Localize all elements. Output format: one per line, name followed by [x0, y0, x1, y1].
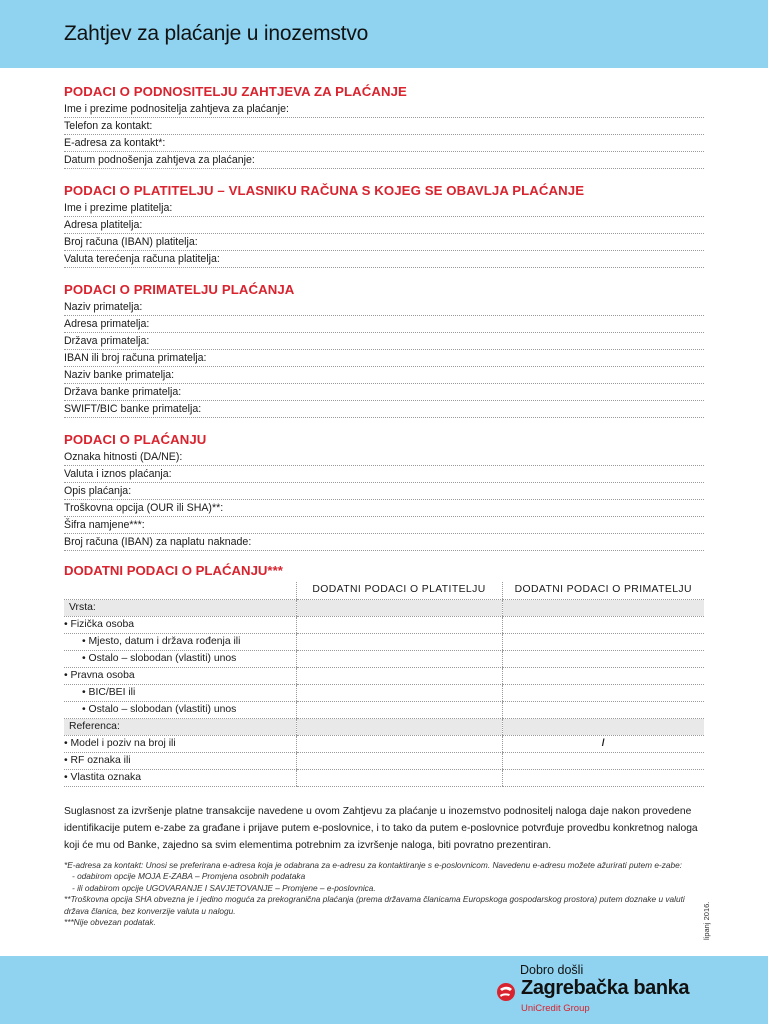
table-header-label [64, 582, 296, 599]
field-payee-bank-name[interactable]: Naziv banke primatelja: [64, 367, 704, 384]
footnote-email-option-1: - odabirom opcije MOJA E-ZABA – Promjena osobnih podataka [72, 871, 306, 882]
table-row [64, 718, 704, 735]
payee-cell[interactable] [502, 701, 704, 718]
field-applicant-phone[interactable]: Telefon za kontakt: [64, 118, 704, 135]
payee-cell [502, 599, 704, 616]
payer-cell[interactable] [296, 735, 502, 752]
payee-cell[interactable] [502, 650, 704, 667]
table-row [64, 701, 704, 718]
field-payee-iban[interactable]: IBAN ili broj računa primatelja: [64, 350, 704, 367]
row-label: • Mjesto, datum i država rođenja ili [64, 633, 296, 650]
table-header-row [64, 582, 704, 599]
row-label: • Fizička osoba [64, 616, 296, 633]
row-label: • Model i poziv na broj ili [64, 735, 296, 752]
payee-cell[interactable] [502, 633, 704, 650]
section-heading-payee: PODACI O PRIMATELJU PLAĆANJA [64, 282, 295, 297]
field-applicant-date[interactable]: Datum podnošenja zahtjeva za plaćanje: [64, 152, 704, 169]
footnote-optional: ***Nije obvezan podatak. [64, 917, 156, 928]
bank-logo-icon [496, 982, 516, 1002]
field-currency-amount[interactable]: Valuta i iznos plaćanja: [64, 466, 704, 483]
row-label: • Ostalo – slobodan (vlastiti) unos [64, 650, 296, 667]
table-row [64, 684, 704, 701]
row-label: • Ostalo – slobodan (vlastiti) unos [64, 701, 296, 718]
payee-cell [502, 718, 704, 735]
section-heading-payment: PODACI O PLAĆANJU [64, 432, 207, 447]
payee-cell[interactable] [502, 769, 704, 786]
footnote-email-option-2: - ili odabirom opcije UGOVARANJE I SAVJETOVANJE – Promjene – e-poslovnica. [72, 882, 376, 893]
row-label: Vrsta: [64, 599, 296, 616]
row-label: • RF oznaka ili [64, 752, 296, 769]
payer-cell[interactable] [296, 684, 502, 701]
row-label: • BIC/BEI ili [64, 684, 296, 701]
payer-cell[interactable] [296, 769, 502, 786]
table-row [64, 616, 704, 633]
additional-table-body [64, 599, 704, 786]
applicant-fields [64, 101, 704, 169]
form-date: lipanj 2016. [702, 901, 711, 940]
field-payee-name[interactable]: Naziv primatelja: [64, 299, 704, 316]
section-heading-additional: DODATNI PODACI O PLAĆANJU*** [64, 563, 283, 578]
field-payer-name[interactable]: Ime i prezime platitelja: [64, 200, 704, 217]
table-row [64, 769, 704, 786]
page-title: Zahtjev za plaćanje u inozemstvo [64, 22, 369, 45]
table-row [64, 752, 704, 769]
payee-cell[interactable]: / [502, 735, 704, 752]
row-label: • Pravna osoba [64, 667, 296, 684]
section-heading-applicant: PODACI O PODNOSITELJU ZAHTJEVA ZA PLAĆANJE [64, 84, 407, 99]
field-payee-address[interactable]: Adresa primatelja: [64, 316, 704, 333]
bank-name: Zagrebačka banka [521, 977, 690, 999]
field-applicant-email[interactable]: E-adresa za kontakt*: [64, 135, 704, 152]
field-payee-bank-country[interactable]: Država banke primatelja: [64, 384, 704, 401]
row-label: • Vlastita oznaka [64, 769, 296, 786]
row-label: Referenca: [64, 718, 296, 735]
field-payee-country[interactable]: Država primatelja: [64, 333, 704, 350]
payer-cell[interactable] [296, 667, 502, 684]
consent-text: Suglasnost za izvršenje platne transakcije navedene u ovom Zahtjevu za plaćanje u inozemstvo podnositelj naloga daje nakon provedene identifikacije putem e-zabe za građane i prijave putem e-poslovnice, i to tako da putem e-poslovnice potvrđuje provedbu konkretnog naloga koji će mu od Banke, zajedno sa svim elementima potrebnim za izvršenje naloga, biti povratno prezentiran. [64, 806, 698, 851]
field-payer-iban[interactable]: Broj računa (IBAN) platitelja: [64, 234, 704, 251]
field-payer-currency[interactable]: Valuta terećenja računa platitelja: [64, 251, 704, 268]
payer-cell[interactable] [296, 650, 502, 667]
field-payment-description[interactable]: Opis plaćanja: [64, 483, 704, 500]
section-heading-payer: PODACI O PLATITELJU – VLASNIKU RAČUNA S KOJEG SE OBAVLJA PLAĆANJE [64, 183, 585, 198]
field-payer-address[interactable]: Adresa platitelja: [64, 217, 704, 234]
table-row [64, 735, 704, 752]
column-header-payer: DODATNI PODACI O PLATITELJU [296, 582, 502, 599]
table-row [64, 667, 704, 684]
field-payee-swift[interactable]: SWIFT/BIC banke primatelja: [64, 401, 704, 418]
additional-data-table [64, 582, 704, 787]
payee-cell[interactable] [502, 684, 704, 701]
bank-group: UniCredit Group [521, 1003, 590, 1014]
table-row [64, 650, 704, 667]
payer-fields [64, 200, 704, 268]
payee-cell[interactable] [502, 667, 704, 684]
payee-cell[interactable] [502, 752, 704, 769]
payer-cell [296, 599, 502, 616]
payment-fields [64, 449, 704, 551]
payer-cell[interactable] [296, 752, 502, 769]
field-applicant-name[interactable]: Ime i prezime podnositelja zahtjeva za plaćanje: [64, 101, 704, 118]
payee-cell[interactable] [502, 616, 704, 633]
payer-cell[interactable] [296, 701, 502, 718]
payer-cell[interactable] [296, 633, 502, 650]
field-fee-account[interactable]: Broj računa (IBAN) za naplatu naknade: [64, 534, 704, 551]
field-purpose-code[interactable]: Šifra namjene***: [64, 517, 704, 534]
footnotes [64, 860, 706, 928]
welcome-text: Dobro došli [520, 963, 584, 977]
payee-fields [64, 299, 704, 418]
form-content [64, 84, 704, 787]
table-row [64, 633, 704, 650]
table-row [64, 599, 704, 616]
column-header-payee: DODATNI PODACI O PRIMATELJU [502, 582, 704, 599]
field-urgency[interactable]: Oznaka hitnosti (DA/NE): [64, 449, 704, 466]
footnote-email: *E-adresa za kontakt: Unosi se preferirana e-adresa koja je odabrana za e-adresu za kontaktiranje s e-poslovnicom. Navedenu e-adresu možete ažurirati putem e-zabe: [64, 860, 682, 870]
field-cost-option[interactable]: Troškovna opcija (OUR ili SHA)**: [64, 500, 704, 517]
payer-cell[interactable] [296, 616, 502, 633]
footnote-cost-option: **Troškovna opcija SHA obvezna je i jedino moguća za prekogranična plaćanja (prema državama članicama Europskoga gospodarskog prostora) putem doznake u valuti država članica, bez konverzije valuta u nalogu. [64, 894, 685, 916]
payer-cell [296, 718, 502, 735]
